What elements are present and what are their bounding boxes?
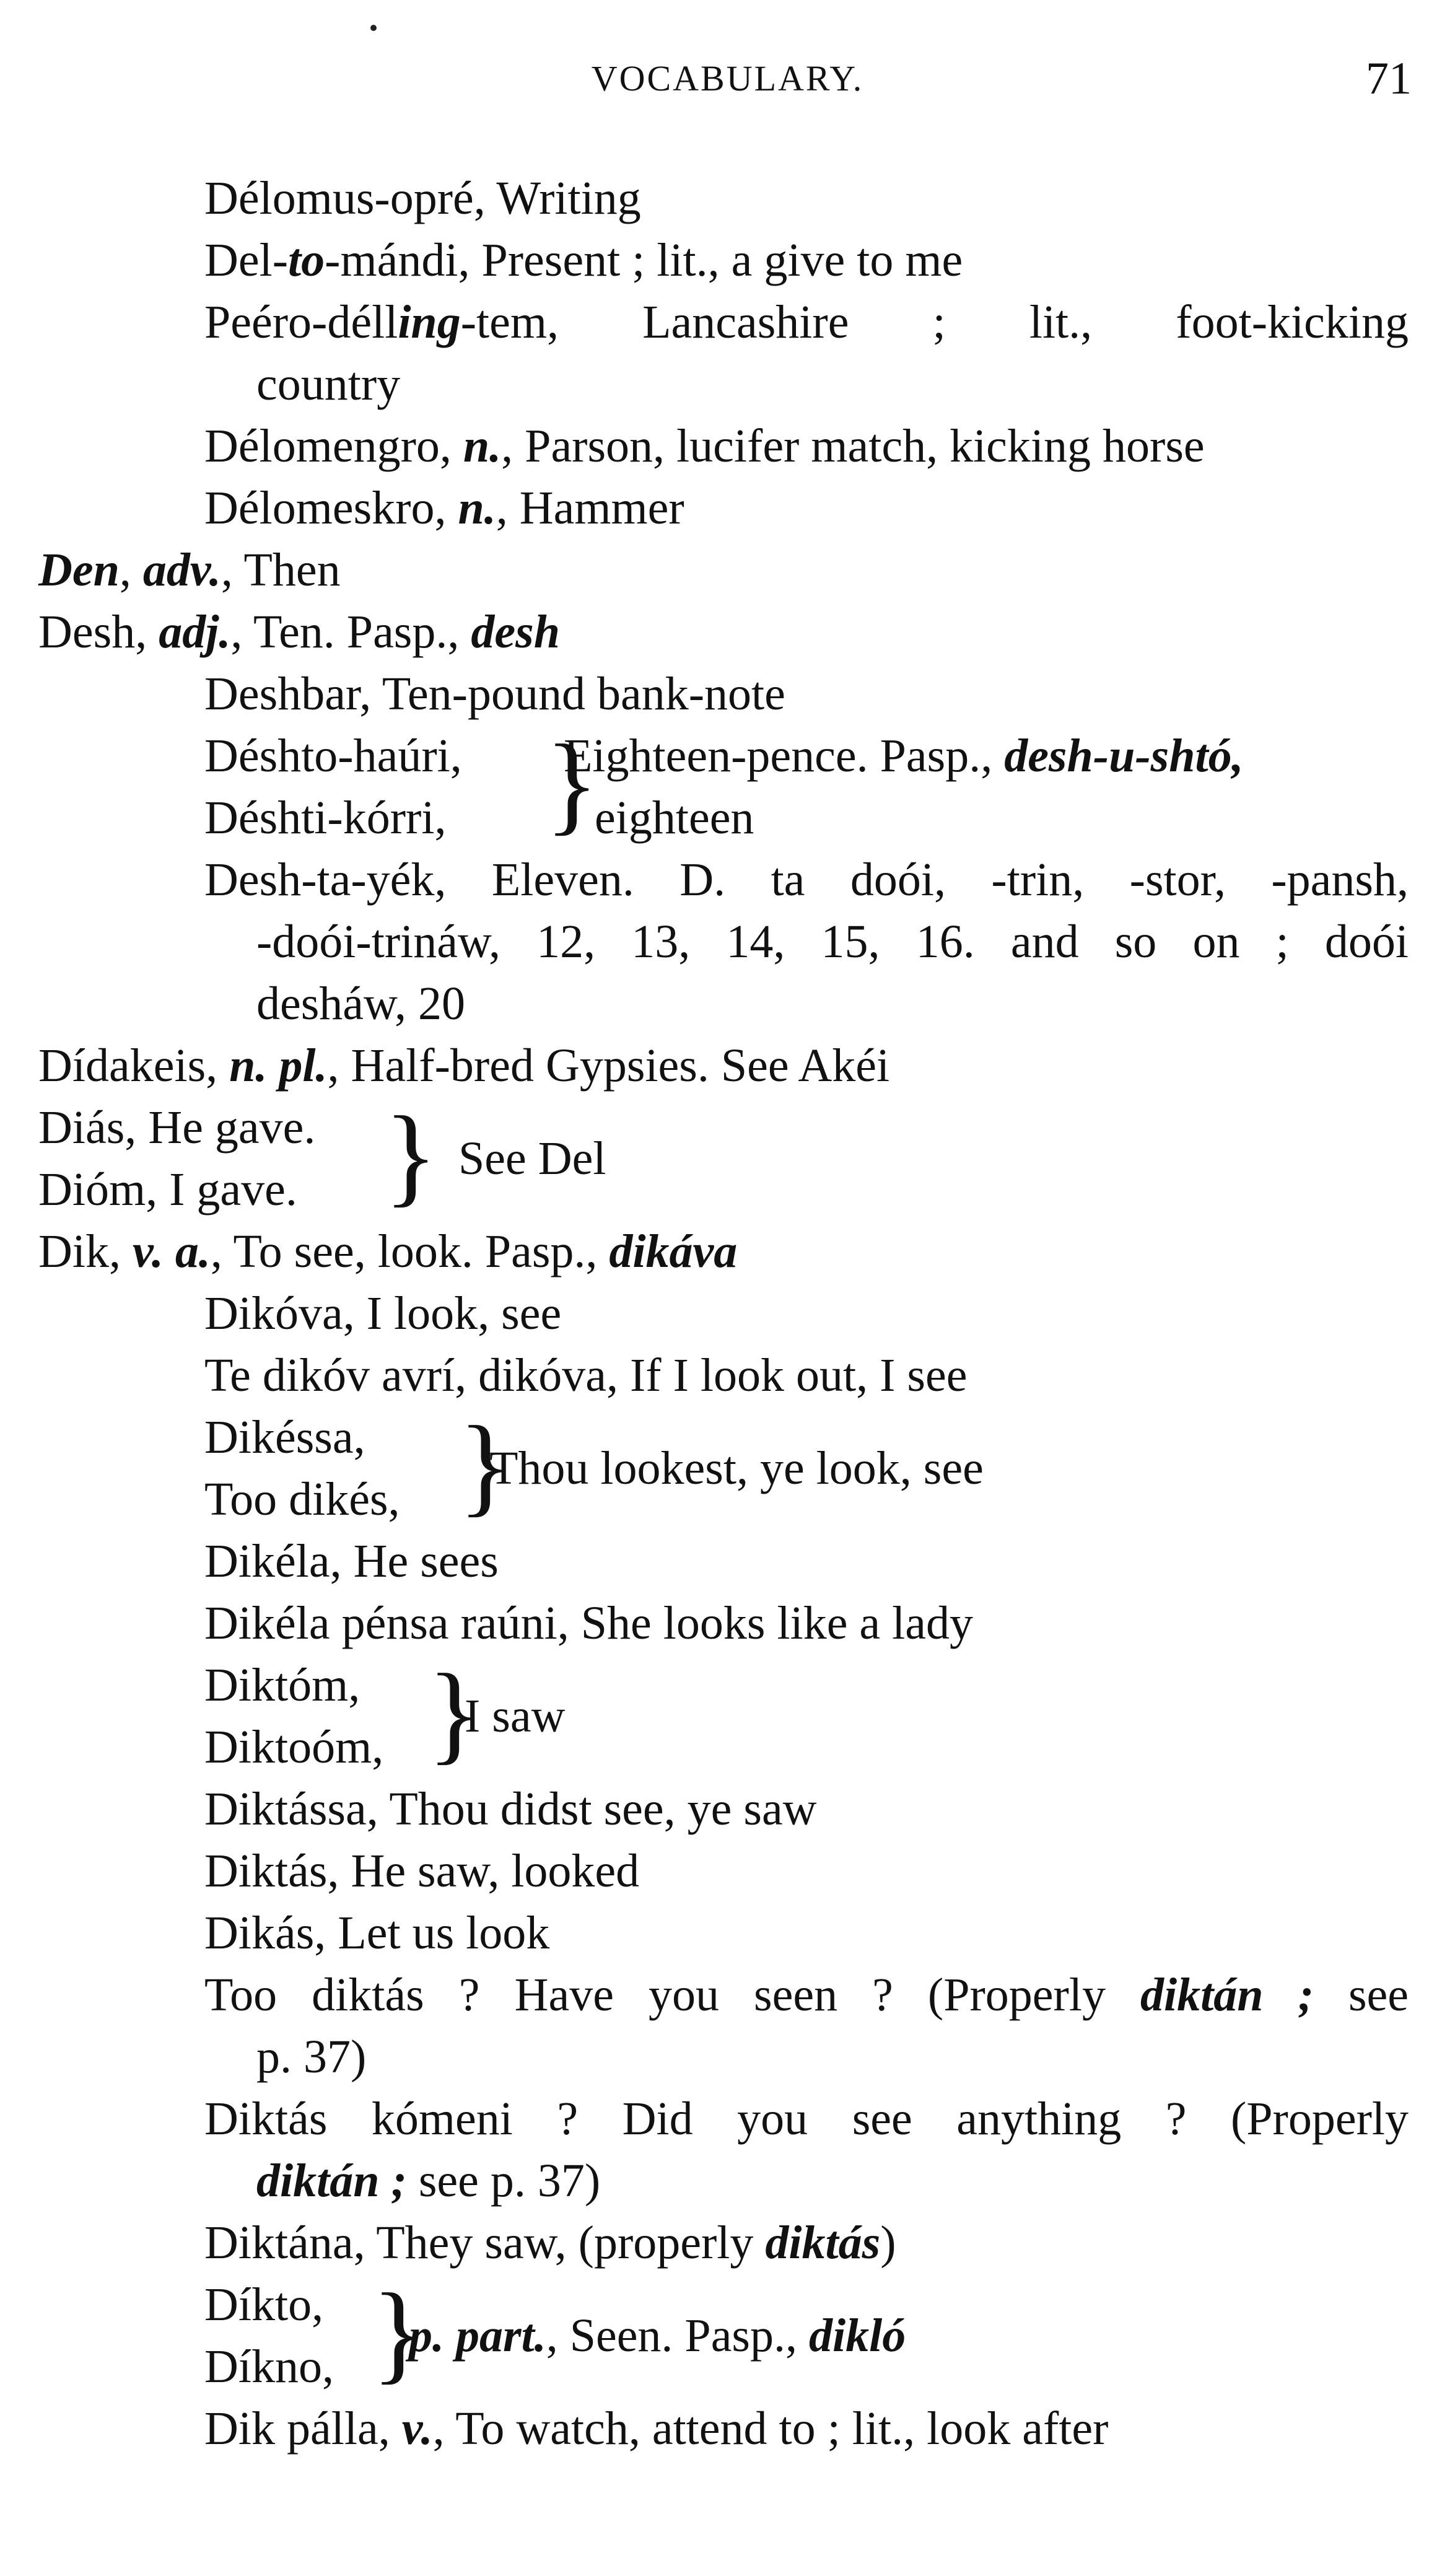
- page-title: VOCABULARY.: [591, 58, 864, 99]
- entry-line: Déshto-haúri,: [204, 730, 462, 782]
- entry-line: Peéro-délling-tem, Lancashire ; lit., foot-kicking: [204, 296, 1409, 348]
- entry-line: Déshti-kórri,: [204, 792, 447, 844]
- brace: }: [458, 1403, 512, 1527]
- brace: }: [427, 1651, 481, 1774]
- entry-line: Diktoóm,: [204, 1721, 384, 1773]
- braced-definition: eighteen: [595, 792, 754, 844]
- entry-line-continuation: -doói-trináw, 12, 13, 14, 15, 16. and so on ; doói: [256, 916, 1409, 968]
- brace: }: [372, 2271, 426, 2394]
- braced-definition: p. part., Seen. Pasp., dikló: [409, 2310, 906, 2362]
- entry-headword-line: Dik, v. a., To see, look. Pasp., dikáva: [38, 1225, 738, 1277]
- entry-line-continuation: country: [256, 358, 401, 410]
- page-number: 71: [1366, 53, 1412, 104]
- entry-line-continuation: desháw, 20: [256, 978, 465, 1030]
- brace: }: [384, 1093, 438, 1217]
- entry-line: Dikéssa,: [204, 1411, 365, 1463]
- entry-line: Diktássa, Thou didst see, ye saw: [204, 1783, 817, 1835]
- entry-line: Dikéla pénsa raúni, She looks like a lady: [204, 1597, 974, 1649]
- entry-line: Délomengro, n., Parson, lucifer match, kicking horse: [204, 420, 1205, 472]
- entry-line: Too dikés,: [204, 1473, 400, 1525]
- entry-line: Dikéla, He sees: [204, 1535, 499, 1587]
- braced-definition: I saw: [465, 1690, 566, 1742]
- entry-line: Díkno,: [204, 2341, 334, 2393]
- entry-line: Del-to-mándi, Present ; lit., a give to me: [204, 234, 963, 286]
- entry-line: Díkto,: [204, 2279, 324, 2331]
- entry-line: Délomeskro, n., Hammer: [204, 482, 684, 534]
- entry-headword-line: Dióm, I gave.: [38, 1163, 297, 1216]
- entry-line: Dikás, Let us look: [204, 1907, 550, 1959]
- brace: }: [545, 722, 599, 845]
- entry-headword-line: Desh, adj., Ten. Pasp., desh: [38, 606, 560, 658]
- entry-line: Desh-ta-yék, Eleven. D. ta doói, -trin, -stor, -pansh,: [204, 854, 1409, 906]
- stray-mark: [370, 25, 377, 31]
- entry-line: Dikóva, I look, see: [204, 1287, 562, 1339]
- entry-line-continuation: diktán ; see p. 37): [256, 2155, 601, 2207]
- entry-headword-line: Den, adv., Then: [38, 544, 341, 596]
- entry-line-continuation: p. 37): [256, 2031, 367, 2083]
- entry-line: Diktás, He saw, looked: [204, 1845, 640, 1897]
- braced-definition: Eighteen-pence. Pasp., desh-u-shtó,: [564, 730, 1244, 782]
- entry-line: Diktána, They saw, (properly diktás): [204, 2217, 896, 2269]
- entry-line: Délomus-opré, Writing: [204, 172, 641, 224]
- braced-definition: See Del: [458, 1132, 606, 1185]
- entry-headword-line: Diás, He gave.: [38, 1102, 316, 1154]
- entry-headword-line: Dídakeis, n. pl., Half-bred Gypsies. See Akéi: [38, 1040, 890, 1092]
- entry-line: Dik pálla, v., To watch, attend to ; lit., look after: [204, 2403, 1109, 2455]
- braced-definition: Thou lookest, ye look, see: [489, 1442, 984, 1494]
- entry-line: Deshbar, Ten-pound bank-note: [204, 668, 785, 720]
- entry-line: Diktóm,: [204, 1659, 360, 1711]
- running-head: [0, 51, 1455, 107]
- entry-line: Diktás kómeni ? Did you see anything ? (Properly: [204, 2093, 1409, 2145]
- entry-line: Too diktás ? Have you seen ? (Properly diktán ; see: [204, 1969, 1409, 2021]
- entry-line: Te dikóv avrí, dikóva, If I look out, I see: [204, 1349, 968, 1401]
